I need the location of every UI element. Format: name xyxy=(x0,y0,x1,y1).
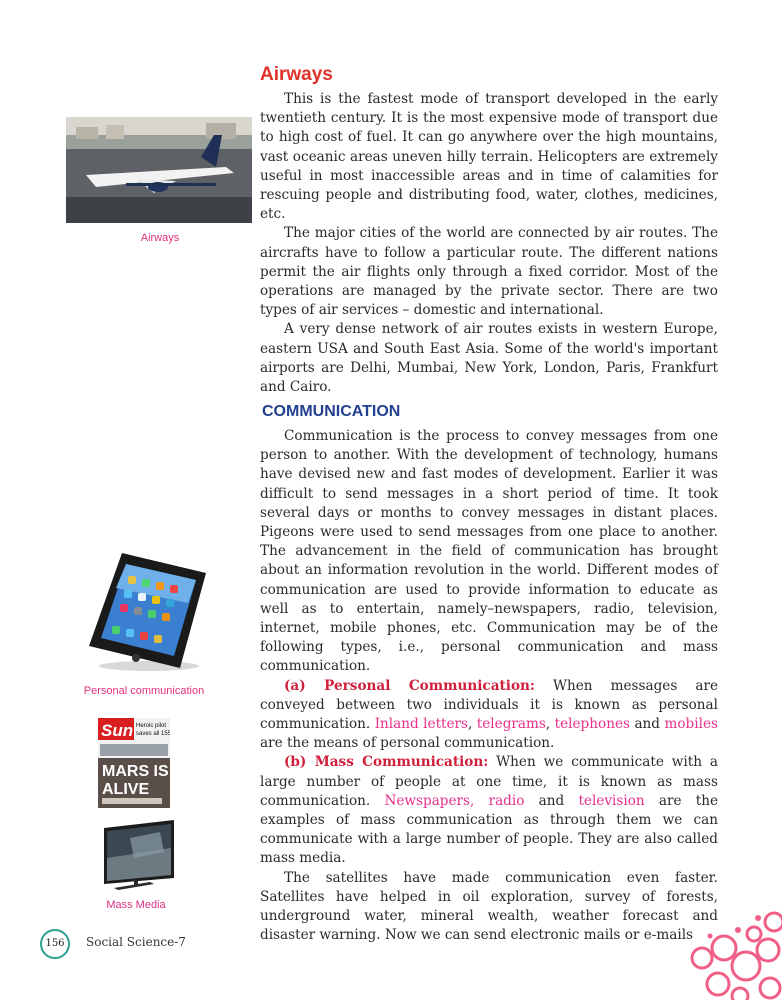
satellite-paragraph: The satellites have made communication even faster. Satellites have helped in oil exploration, survey of forests, underground water, mineral wealth, weather forecast and disaster warning. Now we can send electronic mails or e-mails xyxy=(260,869,718,944)
airways-text xyxy=(260,90,718,397)
comma: , xyxy=(545,716,555,733)
airways-paragraph-3: A very dense network of air routes exists in western Europe, eastern USA and South East Asia. Some of the world's important airports are Delhi, Mumbai, New York, London, Paris, Frankfurt and Cairo. xyxy=(260,321,718,396)
mobiles: mobiles xyxy=(664,716,718,733)
communication-paragraph-1: Communication is the process to convey messages from one person to another. With the development of technology, humans have devised new and fast modes of development. Earlier it was difficult to send messages in a short period of time. It took several days or months to convey messages in distant places. Pigeons were used to send messages from one place to another. The advancement in the field of communication has brought about an information revolution in the world. Different modes of communication are used to provide information to educate as well as to entertain, namely–newspapers, radio, television, internet, mobile phones, etc. Communication may be of the following types, i.e., personal communication and mass communication. xyxy=(260,428,718,675)
inland-letters: Inland letters xyxy=(374,716,469,733)
newspapers-radio: Newspapers, radio xyxy=(384,792,525,809)
section-title-airways: Airways xyxy=(260,64,333,85)
newspaper-side-line-2: saves all 155 xyxy=(136,731,170,737)
smartphone-photo xyxy=(84,548,214,673)
communication-text xyxy=(260,427,718,945)
telegrams: telegrams xyxy=(476,716,546,733)
mass-communication-paragraph xyxy=(260,753,718,868)
newspaper-headline-2: ALIVE xyxy=(102,781,150,798)
mass-communication-label: (b) Mass Communication: xyxy=(284,754,489,771)
and-text: and xyxy=(524,792,579,809)
caption-personal-communication: Personal communication xyxy=(83,685,205,697)
decorative-circles-icon xyxy=(688,906,782,1000)
personal-communication-paragraph xyxy=(260,677,718,754)
section-title-communication: COMMUNICATION xyxy=(262,403,401,420)
airways-paragraph-2: The major cities of the world are connected by air routes. The aircrafts have to follow a particular route. The different nations permit the air flights only through a fixed corridor. Most of the operations are managed by the private sector. There are two types of air services – domestic and international. xyxy=(260,225,718,319)
newspaper-masthead: Sun xyxy=(101,721,134,740)
newspaper-photo xyxy=(98,718,170,808)
television: television xyxy=(578,792,645,809)
airplane-photo xyxy=(66,117,252,223)
personal-communication-label: (a) Personal Communication: xyxy=(284,677,535,694)
newspaper-headline-1: MARS IS xyxy=(102,763,169,780)
airways-paragraph-1: This is the fastest mode of transport developed in the early twentieth century. It is the most expensive mode of transport due to high cost of fuel. It can go anywhere over the high mountains, vast oceanic areas uneven hilly terrain. Helicopters are extremely useful in most inaccessible areas and in time of calamities for rescuing people and distributing food, water, clothes, medicines, etc. xyxy=(260,91,718,223)
book-title: Social Science-7 xyxy=(86,935,186,949)
mass-text-1: When we communicate with a large number of people at one time, it is known as mass communication. xyxy=(260,754,719,809)
newspaper-side-line-1: Heroic pilot xyxy=(136,723,167,729)
and-text: and xyxy=(629,716,665,733)
caption-airways: Airways xyxy=(140,232,180,244)
telephones: telephones xyxy=(554,716,630,733)
page-number: 156 xyxy=(40,929,70,959)
mass-text-2: are the examples of mass communication as through them we can communicate with a large number of people. They are also called mass media. xyxy=(260,792,718,867)
television-photo xyxy=(100,818,178,894)
comma: , xyxy=(468,716,477,733)
personal-text-2: are the means of personal communication. xyxy=(260,735,555,752)
caption-mass-media: Mass Media xyxy=(106,899,166,911)
personal-text-1: When messages are conveyed between two individuals it is known as personal communication. xyxy=(260,677,718,733)
